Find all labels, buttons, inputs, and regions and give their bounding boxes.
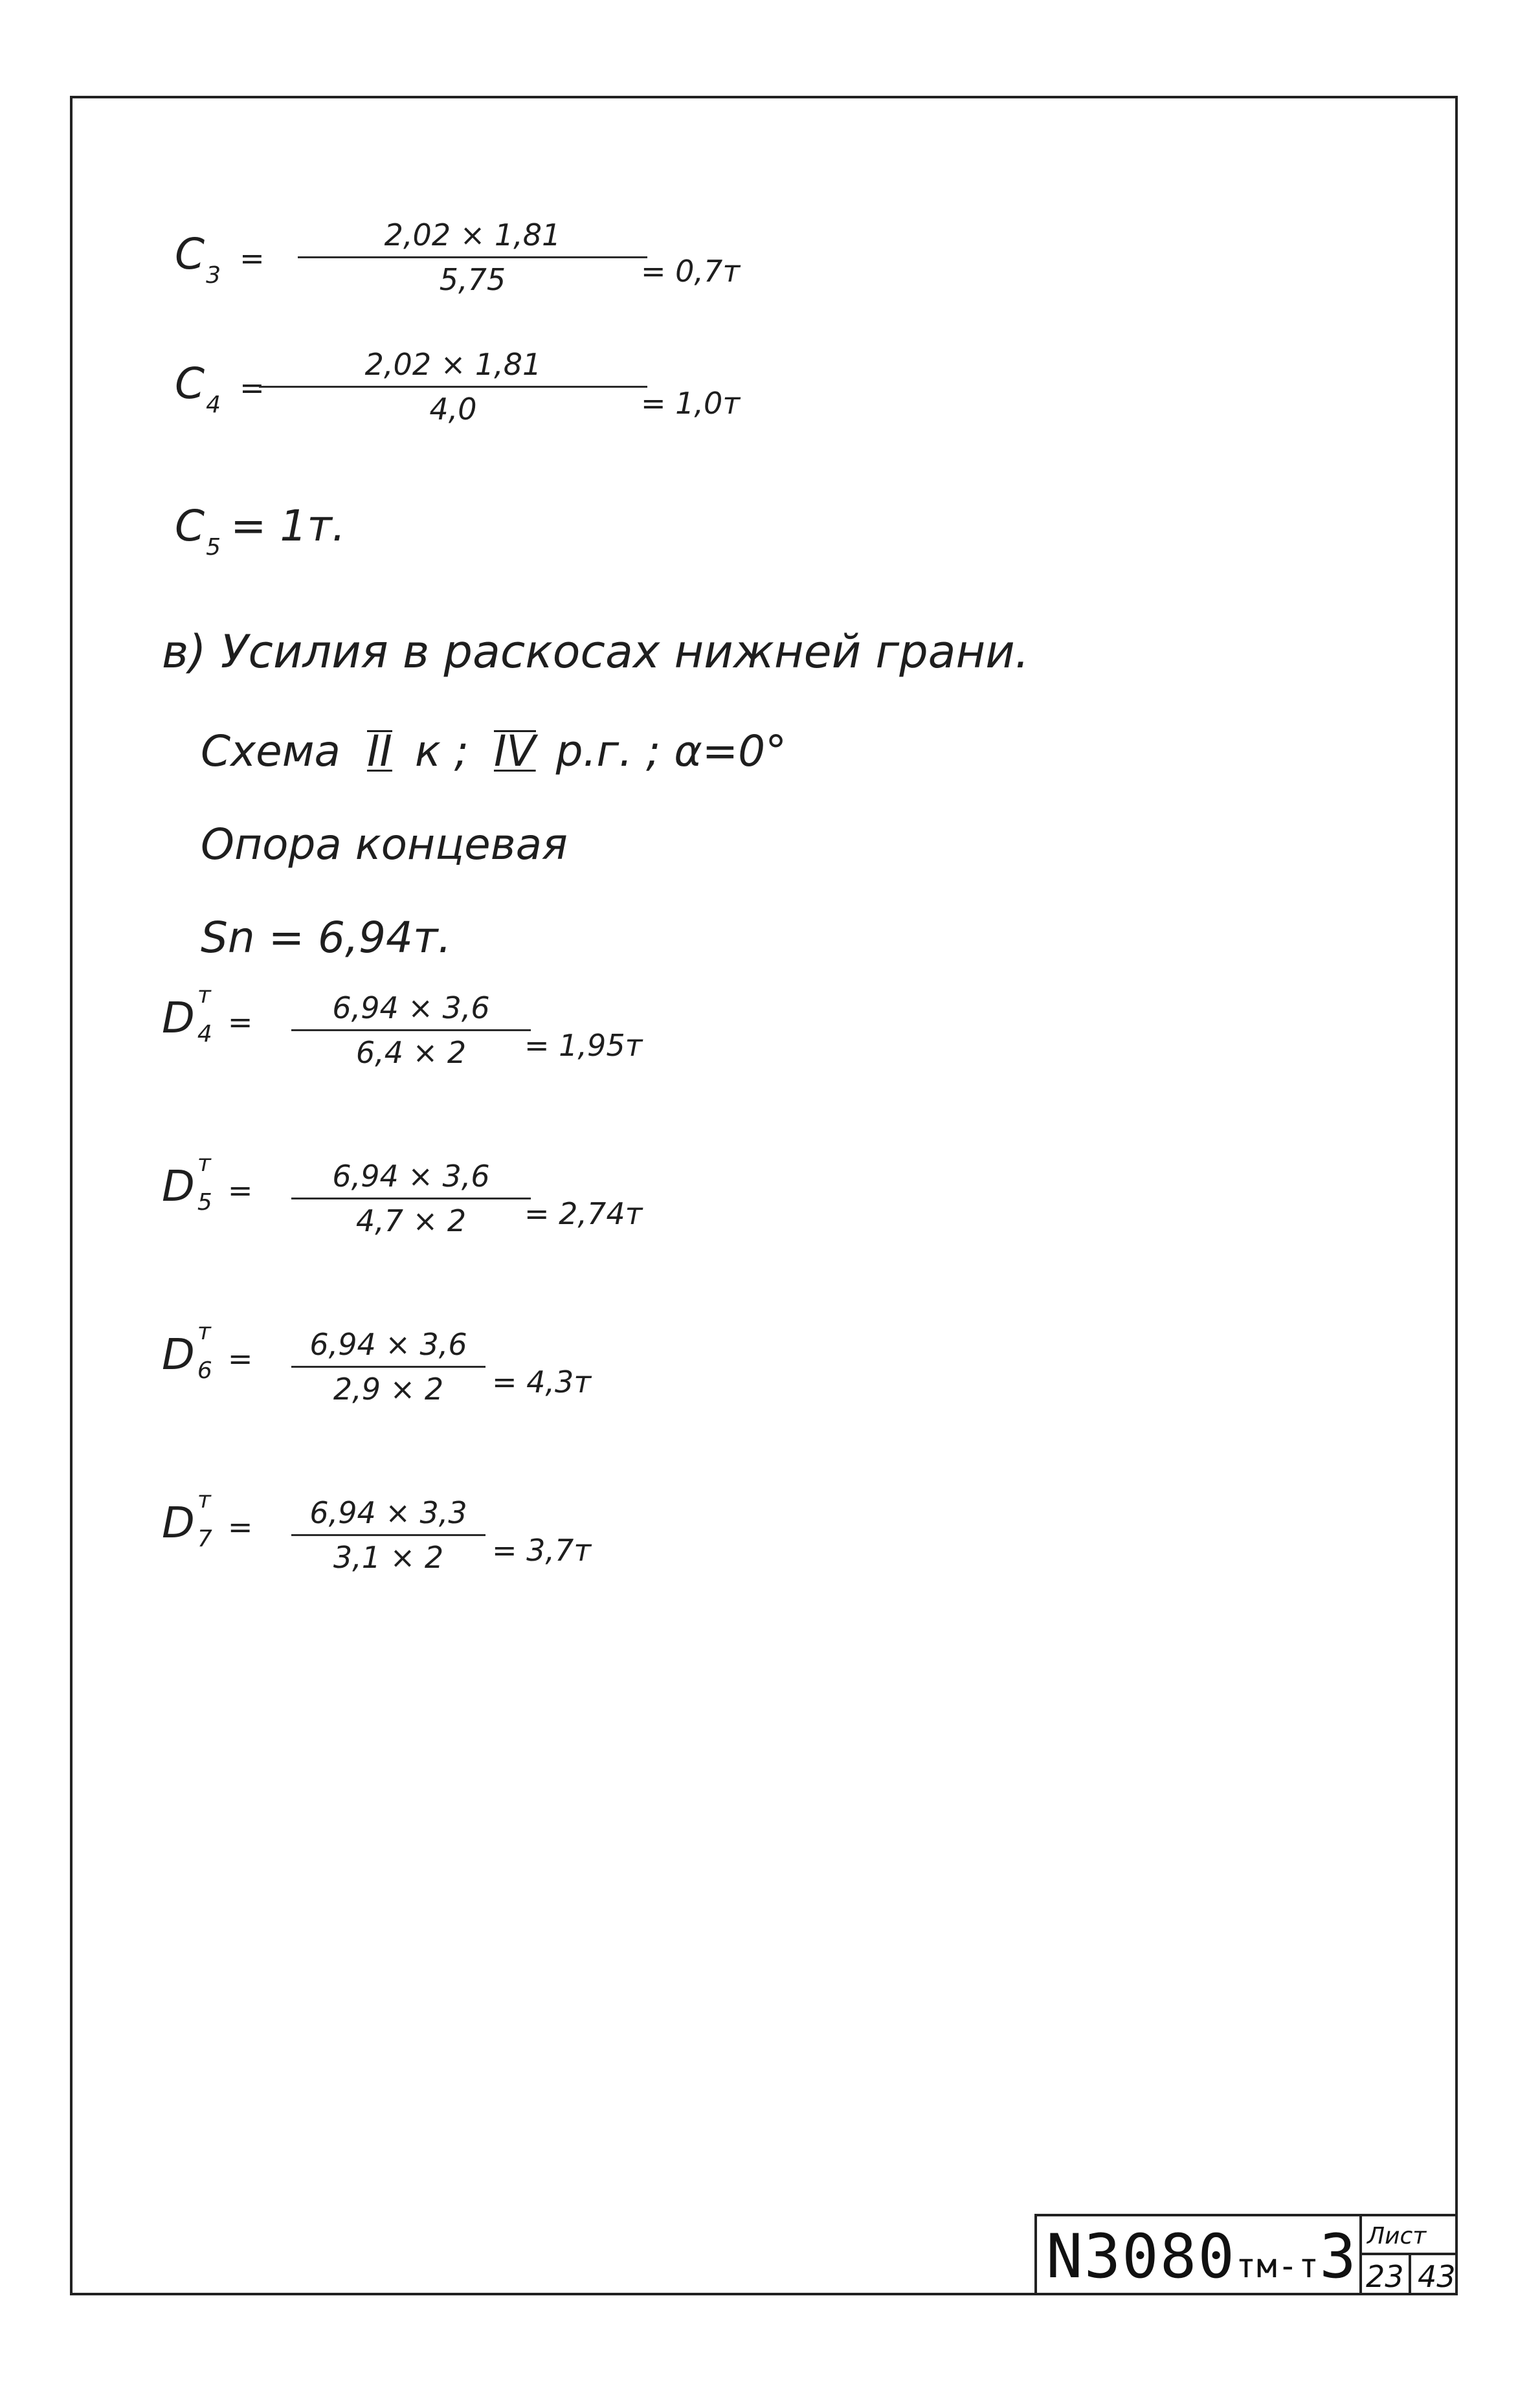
formula-d6-lhs: D т 6 = — [162, 1319, 253, 1384]
formula-c3-result: = 0,7т — [641, 254, 741, 289]
formula-d4-result: = 1,95т — [524, 1028, 643, 1063]
formula-d6-result: = 4,3т — [492, 1365, 592, 1399]
formula-d5-result: = 2,74т — [524, 1196, 643, 1231]
formula-d7-result: = 3,7т — [492, 1533, 592, 1568]
formula-d4-lhs: D т 4 = — [162, 982, 253, 1047]
formula-d7-fraction: 6,94 × 3,3 3,1 × 2 — [291, 1495, 485, 1575]
formula-d4-fraction: 6,94 × 3,6 6,4 × 2 — [291, 990, 531, 1070]
formula-c3-lhs: C3 = — [175, 229, 265, 289]
formula-d5-lhs: D т 5 = — [162, 1150, 253, 1216]
title-stamp — [1034, 2214, 1458, 2295]
sheet-label: Лист — [1367, 2223, 1427, 2249]
sheet-number: 23 — [1366, 2259, 1404, 2294]
sheet-total: 43 — [1418, 2259, 1456, 2294]
formula-c3-fraction: 2,02 × 1,81 5,75 — [298, 217, 647, 297]
formula-d7-lhs: D т 7 = — [162, 1487, 253, 1552]
scheme-line: Схема II к ; IV р.г. ; α=0° — [201, 726, 787, 776]
section-heading: в) Усилия в раскосах нижней грани. — [162, 625, 1030, 678]
formula-d6-fraction: 6,94 × 3,6 2,9 × 2 — [291, 1327, 485, 1407]
document-code: N3080тм-т3 — [1046, 2222, 1357, 2292]
formula-d5-fraction: 6,94 × 3,6 4,7 × 2 — [291, 1159, 531, 1238]
support-type: Опора концевая — [201, 819, 568, 869]
sn-value: Sn = 6,94т. — [201, 913, 452, 963]
formula-c4-lhs: C4 = — [175, 359, 265, 418]
formula-c5: C5 = 1т. — [175, 501, 346, 561]
formula-c4-fraction: 2,02 × 1,81 4,0 — [259, 347, 647, 427]
formula-c4-result: = 1,0т — [641, 386, 741, 421]
